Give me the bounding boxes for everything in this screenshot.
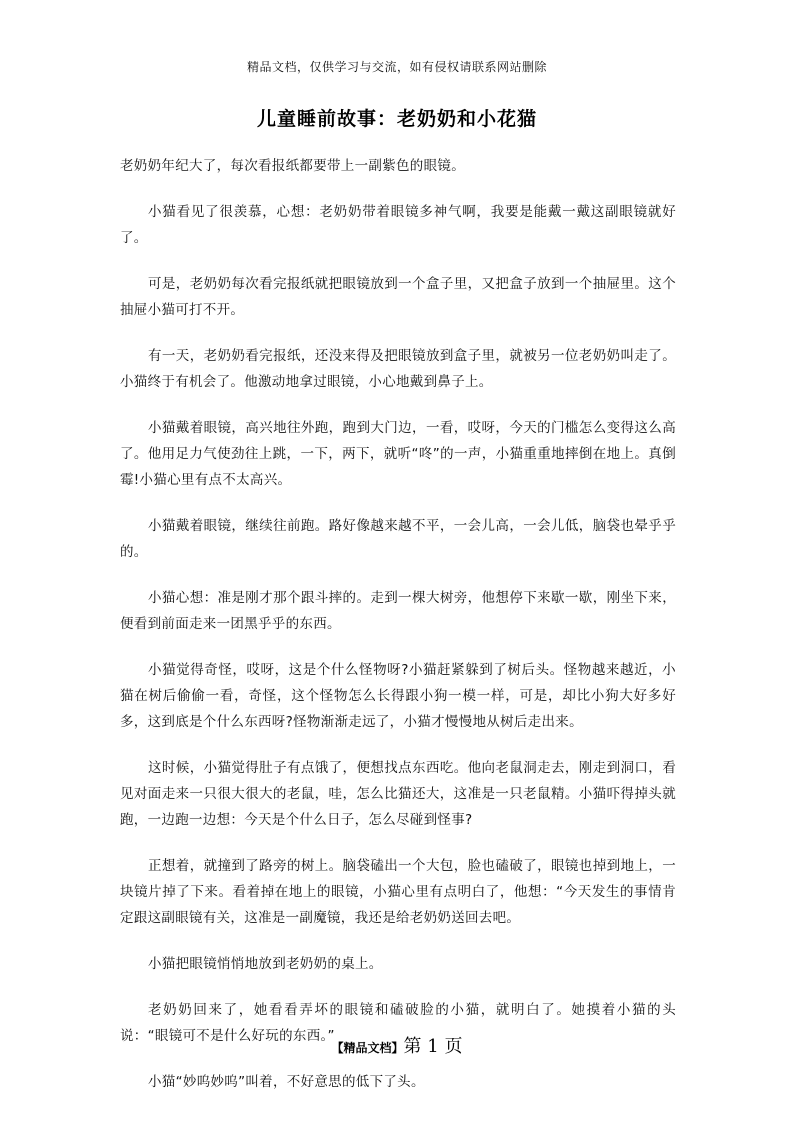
paragraph: 有一天，老奶奶看完报纸，还没来得及把眼镜放到盒子里，就被另一位老奶奶叫走了。小猫终于有机会了。他激动地拿过眼镜，小心地戴到鼻子上。: [120, 348, 676, 390]
story-body: [120, 153, 676, 1115]
page-header: 精品文档，仅供学习与交流，如有侵权请联系网站删除: [246, 60, 547, 74]
paragraph: 可是，老奶奶每次看完报纸就把眼镜放到一个盒子里，又把盒子放到一个抽屉里。这个抽屉小猫可打不开。: [120, 276, 676, 318]
paragraph: 正想着，就撞到了路旁的树上。脑袋磕出一个大包，脸也磕破了，眼镜也掉到地上，一块镜片掉了下来。看着掉在地上的眼镜，小猫心里有点明白了，他想：“今天发生的事情肯定跟这副眼镜有关，这准是一副魔镜，我还是给老奶奶送回去吧。: [120, 858, 676, 926]
page-number: 第 1 页: [403, 1036, 463, 1057]
paragraph: 小猫戴着眼镜，高兴地往外跑，跑到大门边，一看，哎呀，今天的门槛怎么变得这么高了。他用足力气使劲往上跳，一下，两下，就听“咚”的一声，小猫重重地摔倒在地上。真倒霉!小猫心里有点不太高兴。: [120, 420, 676, 488]
paragraph: 小猫心想：准是刚才那个跟斗摔的。走到一棵大树旁，他想停下来歇一歇，刚坐下来，便看到前面走来一团黑乎乎的东西。: [120, 590, 676, 632]
paragraph: 老奶奶回来了，她看看弄坏的眼镜和磕破脸的小猫，就明白了。她摸着小猫的头说：“眼镜可不是什么好玩的东西。”: [120, 1002, 676, 1044]
paragraph: 小猫觉得奇怪，哎呀，这是个什么怪物呀?小猫赶紧躲到了树后头。怪物越来越近，小猫在树后偷偷一看，奇怪，这个怪物怎么长得跟小狗一模一样，可是，却比小狗大好多好多，这到底是个什么东西呀?怪物渐渐走远了，小猫才慢慢地从树后走出来。: [120, 662, 676, 730]
paragraph: 老奶奶年纪大了，每次看报纸都要带上一副紫色的眼镜。: [120, 158, 465, 174]
paragraph: 小猫戴着眼镜，继续往前跑。路好像越来越不平，一会儿高，一会儿低，脑袋也晕乎乎的。: [120, 518, 676, 560]
paragraph: 小猫把眼镜悄悄地放到老奶奶的桌上。: [148, 956, 383, 972]
paragraph: 这时候，小猫觉得肚子有点饿了，便想找点东西吃。他向老鼠洞走去，刚走到洞口，看见对面走来一只很大很大的老鼠，哇，怎么比猫还大，这准是一只老鼠精。小猫吓得掉头就跑，一边跑一边想：今天是个什么日子，怎么尽碰到怪事?: [120, 760, 676, 828]
paragraph: 小猫“妙呜妙呜”叫着，不好意思的低下了头。: [148, 1074, 425, 1090]
footer-tag: 【精品文档】: [331, 1041, 404, 1055]
paragraph: 小猫看见了很羡慕，心想：老奶奶带着眼镜多神气啊，我要是能戴一戴这副眼镜就好了。: [120, 204, 676, 246]
document-title: 儿童睡前故事：老奶奶和小花猫: [256, 108, 537, 130]
page-footer: [0, 1032, 794, 1058]
